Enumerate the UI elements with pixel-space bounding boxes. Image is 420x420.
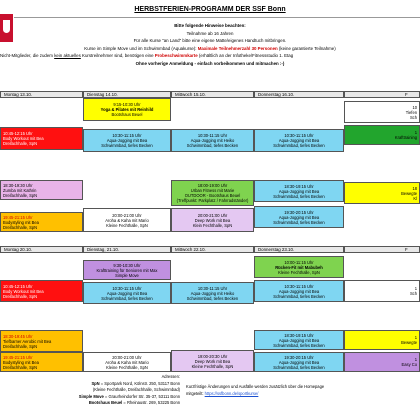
course-place: Sch [409,291,417,296]
course-place: Dreifachhalle, SpN [3,141,38,146]
course-time: 1 [414,335,417,340]
course-card[interactable] [344,352,420,372]
course-place: Kleine Fechthalle, SpN [106,222,148,228]
course-card[interactable] [254,180,344,202]
course-card[interactable] [254,330,344,350]
course-place: Dreifachhalle, SpN [3,293,38,299]
notice-line-4a: Kurse im Simple Move und im Schwimmbad (Aquakurse): [84,45,198,51]
course-time: 9:30-10:30 Uhr [113,262,141,268]
course-time: 18 [412,185,417,191]
course-time: 1 [414,130,417,135]
notice-trial-card: Probeschwimmkarte [154,53,198,59]
notice-line-1: Bitte folgende Hinweise beachten: [174,23,246,28]
course-name: Aqua-Jogging mit Bea [106,290,148,296]
course-card[interactable] [344,101,420,123]
title-divider [14,17,420,18]
address-spn-text: = Sportpark Nord, Kölnstr. 250, 53117 Bonn [99,380,180,386]
course-card[interactable] [171,208,254,232]
course-card[interactable] [171,129,254,152]
course-card[interactable] [254,206,344,228]
course-name: Urban Fitness mit Marie [190,188,235,193]
course-time: 18:00-19:00 Uhr [197,183,228,188]
homepage-link[interactable]: https://ssfbonn.de/sportkurse/ [204,390,259,396]
course-name: Tiefbarner Aerobic mit Bea [3,338,52,344]
course-place: Simple Move [115,272,139,278]
notice-line-5a: Nicht-Mitglieder, die zudem [0,53,55,59]
course-time: 20:00-21:00 Uhr [112,354,142,360]
course-name: Aqua-Jogging mit Heiko [190,138,235,143]
address-spn-label: SpN [91,380,100,386]
course-time: 18:30-19:15 Uhr [284,332,314,338]
course-time: 1 [414,357,417,362]
course-time: 10:45-12:15 Uhr [3,131,33,136]
course-place: Dreifachhalle, SpN [3,343,38,349]
course-place: Schwimmbad, tiefes Becken [186,143,239,148]
course-time: 10:30-11:15 Uhr [284,133,314,138]
course-time: 10:00-11:15 Uhr [284,259,314,265]
day-header: F [344,246,420,253]
course-name: Tiefen [405,109,417,115]
course-time: 9:15-10:30 Uhr [113,102,141,107]
course-time: 18:30-19:30 Uhr [3,182,33,188]
changes-note-line-1: Kurzfristige Änderungen und Ausfälle werden zusätzlich über die Homepage [186,384,325,389]
course-place: Dreifachhalle, SpN [3,224,38,230]
course-note: (Treffpunkt: Parkplatz / Fahrradständer) [176,198,249,203]
course-name: Aroha & Kaha mit Mario [105,359,149,365]
course-name: Krafttraining [394,135,417,140]
day-header: Montag 13.10. [0,91,83,98]
course-time: 10:30-11:15 Uhr [112,285,142,291]
day-header: Montag 20.10. [0,246,83,253]
addresses-heading: Adressen: [161,374,180,379]
course-card[interactable] [254,280,344,302]
course-time: 19:45-21:15 Uhr [3,354,33,360]
course-place: Kleine Fechthalle, SpN [278,269,320,275]
course-time: 10 [412,104,417,110]
course-name: Aqua-Jogging mit Bea [278,359,320,365]
course-card[interactable] [83,129,171,152]
notice-line-2: Teilnahme ab 16 Jahren [186,30,234,36]
course-name: Yoga & Pilates mit Reinhild [100,107,154,112]
course-name: Aqua-Jogging mit Bea [278,288,320,294]
course-place: Schwimmbad, tiefes Becken [101,295,153,301]
notice-line-5b: kein aktuelles [54,53,81,59]
course-place: Dreifachhalle, SpN [3,192,38,198]
course-name: Easy Co [401,362,417,367]
course-place: Bootshaus Beuel [111,112,143,117]
course-card[interactable] [0,280,83,302]
day-header: Mittwoch 15.10. [171,91,254,98]
address-spn-note: (Kleine Fechthalle, Dreifachhalle, Schwimmbad) [92,387,180,392]
course-name: Aqua-Jogging mit Bea [278,337,320,343]
course-place: Sch [409,114,417,120]
address-simple-move-text: = Graurheindorfer Str. 35-37, 53111 Bonn [103,393,180,399]
day-header: Donnerstag 23.10. [254,246,344,253]
course-name: Krafttraining für Senioren mit Max [96,267,158,273]
course-name: Bodystyling mit Bea [3,219,39,225]
course-place: Kleine Fechthalle, SpN [106,364,148,370]
course-place: Schwimmbad, tiefes Becken [273,193,325,199]
course-place: Kl [413,195,417,201]
address-bootshaus-text: = Rheinaustr. 269, 53225 Bonn [122,400,180,405]
course-time: 19:30-20:15 Uhr [284,354,314,360]
course-name: Aroha & Kaha mit Mario [105,217,149,223]
course-time: 20:00-21:00 Uhr [112,212,142,218]
course-place: Klein Fechthalle, SpN [192,222,233,228]
course-name: Body Workout mit Bea [3,136,44,141]
course-name: Aqua-Jogging mit Bea [278,138,320,143]
course-time: 1 [414,286,417,291]
day-header: F [344,91,420,98]
course-card[interactable] [0,180,83,200]
changes-note-line-2 [186,391,416,398]
course-card[interactable] [0,330,83,352]
course-time: 19:00-20:30 Uhr [197,353,228,359]
course-place: Schwimmbad, tiefes Becken [273,143,325,148]
course-name: Aqua-Jogging mit Heiko [190,290,235,296]
course-name: Aqua-Jogging mit Bea [106,138,148,143]
course-name: Aqua-Jogging mit Bea [278,214,320,220]
course-time: 19:45-21:15 Uhr [3,214,33,220]
address-bootshaus-label: Bootshaus Beuel [88,400,123,405]
course-name: Bewegte [401,340,417,345]
course-card[interactable] [344,182,420,204]
course-card[interactable] [171,180,254,206]
day-header: Dienstag 14.10. [83,91,171,98]
course-card[interactable] [171,350,254,372]
day-header: Donnerstag 16.10. [254,91,344,98]
course-name: Body Workout mit Bea [3,288,44,294]
course-card[interactable] [0,352,83,372]
course-card[interactable] [83,352,171,372]
course-card[interactable] [83,282,171,304]
course-card[interactable] [83,98,171,121]
notice-line-5c: Kurstreilnehmer sind, benötigen eine [80,53,155,59]
course-place: Schwimmbad, tiefes Becken [273,219,325,225]
course-name: Rücken-Fit mit Mabubeh [275,264,323,270]
course-name: Bodystyling mit Bea [3,359,39,365]
course-card[interactable] [83,260,171,280]
notice-block [0,22,420,68]
course-name: Deep Work mit Bea [194,358,231,364]
course-place: Dreifachhalle, SpN [3,364,38,370]
course-card[interactable] [171,282,254,304]
course-place: Kleine Fechthalle, SpN [191,363,234,369]
address-bootshaus [0,400,180,407]
course-card[interactable] [344,280,420,302]
course-card[interactable] [254,256,344,278]
course-card[interactable] [344,330,420,350]
course-place: Schwimmbad, tiefes Becken [273,293,325,299]
notice-line-5e: (erhältlich an der Infotheke/Fitnessstudio 1. Etag [197,53,294,59]
course-time: 10:45-12:15 Uhr [3,283,33,289]
course-time: 10:30-11:15 Uhr [197,133,228,138]
course-time: 10:30-11:15 Uhr [112,133,142,138]
course-card[interactable] [344,125,420,145]
course-time: 19:30-20:15 Uhr [284,209,314,215]
changes-note [186,384,416,397]
notice-line-6: Ohne vorherige Anmeldung - einfach vorbeikommen und mitmachen :-) [135,60,285,66]
course-place: OUTDOOR - Bootshaus Beuel [184,193,241,198]
notice-max-participants: Maximale Teilnehmerzahl 30 Personen [197,45,278,51]
course-time: 18:30-19:15 Uhr [284,183,314,189]
day-header: Dienstag, 21.10. [83,246,171,253]
course-place: Schwimmbad, tiefes Becken [101,143,153,148]
course-name: Deep Work mit Bea [194,217,231,223]
notice-line-4 [0,45,420,53]
course-time: 18:30-19:45 Uhr [3,333,33,339]
course-place: Schwimmbad, tiefes Becken [273,364,325,370]
day-header: Mittwoch 22.10. [171,246,254,253]
course-name: Aqua-Jogging mit Bea [278,188,320,194]
course-time: 20:00-21:00 Uhr [197,212,228,218]
course-card[interactable] [0,212,83,232]
page-title: HERBSTFERIEN-PROGRAMM DER SSF Bonn [134,6,286,13]
addresses-block [0,374,180,407]
course-place: Schwimmbad, tiefes Becken [186,295,239,301]
changes-note-prefix: mitgeteilt: [186,390,205,396]
course-name: Bewegte [401,190,417,196]
course-card[interactable] [254,352,344,372]
notice-line-4c: (keine garantierte Teilnahme) [277,45,336,51]
course-place: Schwimmbad, tiefes Becken [273,342,325,348]
course-time: 10:30-11:15 Uhr [284,283,314,289]
address-simple-move-label: Simple Move [78,393,104,399]
notice-line-3: Für alle Kurse "an Land" bitte eine eigene Matte/eigenes Handtuch mitbringen. [133,38,287,44]
course-name: Zumba mit Kathrin [3,187,37,193]
notice-line-5 [0,52,420,60]
course-card[interactable] [0,127,83,150]
course-card[interactable] [254,129,344,152]
course-card[interactable] [83,208,171,232]
course-time: 10:30-11:15 Uhr [197,285,228,291]
